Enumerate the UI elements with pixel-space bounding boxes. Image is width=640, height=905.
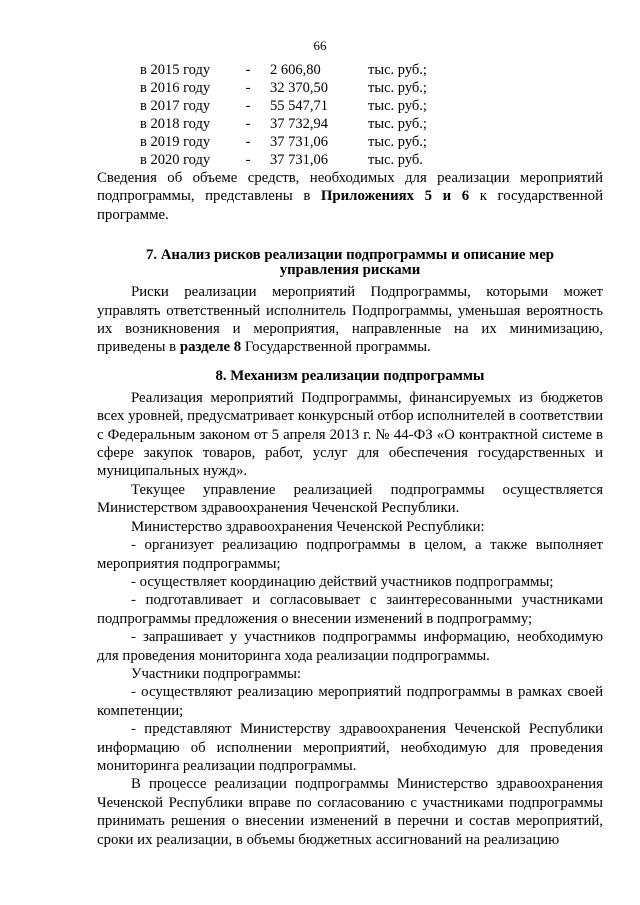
funding-row [140,115,427,133]
funding-dash: - [245,152,251,168]
funding-dash: - [245,116,251,132]
section-7-tail: Государственной программы. [241,339,431,356]
funding-amount: 32 370,50 [270,80,328,96]
funding-row [140,133,427,151]
document-body [97,169,603,849]
funding-amount: 37 731,06 [270,152,328,168]
funding-year: в 2018 году [140,116,211,132]
section-7-paragraph [97,283,603,357]
funding-row [140,79,427,97]
funding-note-text: Сведения об объеме средств, необходимых для реализации мероприятий подпрограммы, представлены в [97,170,603,205]
funding-unit: тыс. руб.; [368,80,427,96]
section-7-heading-line1: 7. Анализ рисков реализации подпрограммы и описание мер [145,247,555,264]
funding-year: в 2015 году [140,62,211,78]
paragraph: Министерство здравоохранения Чеченской Республики: [131,518,485,535]
list-item: - подготавливает и согласовывает с заинтересованными участниками подпрограммы предложения о внесении изменений в подпрограмму; [97,592,603,627]
section-8-heading: 8. Механизм реализации подпрограммы [215,367,485,384]
funding-unit: тыс. руб. [368,152,423,168]
section-7-heading-line2: управления рисками [279,262,421,279]
funding-note-tail: к государственной программе. [97,188,604,223]
list-item: - запрашивает у участников подпрограммы информацию, необходимую для проведения мониторинга хода реализации подпрограммы. [97,629,603,664]
list-item: - осуществляет координацию действий участников подпрограммы; [131,573,554,590]
funding-row [140,61,427,79]
list-item: - осуществляют реализацию мероприятий подпрограммы в рамках своей компетенции; [97,684,603,719]
paragraph: Текущее управление реализацией подпрограммы осуществляется Министерством здравоохранения Чеченской Республики. [97,481,603,517]
funding-amount: 37 731,06 [270,134,328,150]
section-7-text: Риски реализации мероприятий Подпрограммы, которыми может управлять ответственный исполнитель Подпрограммы, уменьшая вероятность их возникновения и мероприятия, направленные на их минимизацию, приведены в [97,284,603,356]
funding-row [140,151,427,169]
section-7-heading [97,248,603,278]
funding-unit: тыс. руб.; [368,98,427,114]
page-number: 66 [313,38,327,53]
funding-year: в 2017 году [140,98,211,114]
funding-year: в 2020 году [140,152,211,168]
funding-note [97,169,603,224]
funding-year: в 2019 году [140,134,211,150]
list-item: - организует реализацию подпрограммы в целом, а также выполняет мероприятия подпрограммы; [97,537,603,572]
funding-amount: 37 732,94 [270,116,328,132]
funding-table [140,61,427,169]
funding-unit: тыс. руб.; [368,116,427,132]
funding-amount: 2 606,80 [270,62,321,78]
funding-row [140,97,427,115]
list-item: - представляют Министерству здравоохранения Чеченской Республики информацию об исполнении мероприятий, необходимую для проведения мониторинга реализации подпрограммы. [97,721,603,774]
appendix-reference: Приложениях 5 и 6 [320,188,470,205]
paragraph: Участники подпрограммы: [131,665,302,682]
paragraph: Реализация мероприятий Подпрограммы, финансируемых из бюджетов всех уровней, предусматривает конкурсный отбор исполнителей в соответствии с Федеральным законом от 5 апреля 2013 г. № 44-ФЗ «О контрактной системе в сфере закупок товаров, работ, услуг для обеспечения государственных и муниципальных нужд». [97,389,603,480]
section-reference: разделе 8 [179,339,242,356]
funding-amount: 55 547,71 [270,98,328,114]
paragraph: В процессе реализации подпрограммы Министерство здравоохранения Чеченской Республики вправе по согласованию с участниками подпрограммы принимать решения о внесении изменений в перечни и состав мероприятий, сроки их реализации, в объемы бюджетных ассигнований на реализацию [97,776,603,848]
funding-dash: - [245,80,251,96]
funding-dash: - [245,134,251,150]
funding-unit: тыс. руб.; [368,62,427,78]
funding-unit: тыс. руб.; [368,134,427,150]
funding-dash: - [245,62,251,78]
funding-dash: - [245,98,251,114]
funding-year: в 2016 году [140,80,211,96]
